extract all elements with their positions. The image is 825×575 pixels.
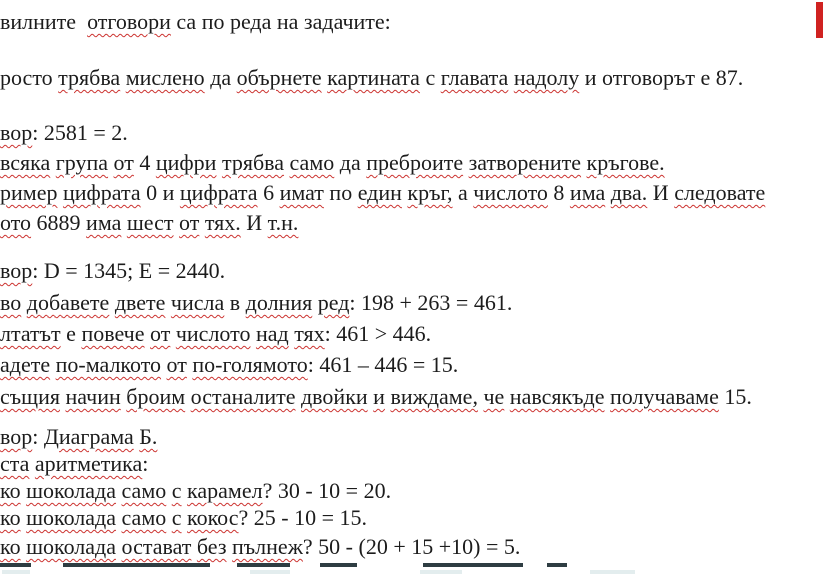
clipped-glyph-top xyxy=(0,563,31,567)
clipped-glyph-shadow xyxy=(2,570,30,574)
text-segment: да xyxy=(334,150,367,175)
spellcheck-flagged-word: шоколада xyxy=(26,505,117,530)
clipped-glyph-top xyxy=(237,563,290,567)
spellcheck-flagged-word: пълнеж xyxy=(232,534,303,559)
text-segment: ? 30 - 10 = 20. xyxy=(262,478,392,503)
spellcheck-flagged-word: главата xyxy=(440,65,509,90)
spellcheck-flagged-word: имат xyxy=(279,180,324,205)
text-line xyxy=(0,209,825,237)
spellcheck-flagged-word: обърнете xyxy=(236,65,322,90)
red-annotation-mark xyxy=(816,2,823,38)
spellcheck-flagged-word: добавете xyxy=(26,290,110,315)
spellcheck-flagged-word: шоколада xyxy=(26,478,117,503)
spellcheck-flagged-word: вор xyxy=(0,424,33,449)
spellcheck-flagged-word: има xyxy=(569,180,606,205)
clipped-glyph-shadow xyxy=(250,570,290,574)
text-segment: : D = 1345; E = 2440. xyxy=(32,258,226,283)
text-segment: 8 xyxy=(547,180,570,205)
spellcheck-flagged-word: всяка xyxy=(0,150,51,175)
clipped-glyph-shadow xyxy=(590,570,635,574)
spellcheck-flagged-word: числото xyxy=(473,180,548,205)
spellcheck-flagged-word: без xyxy=(196,534,227,559)
spellcheck-flagged-word: надолу xyxy=(513,65,580,90)
text-segment: вилните xyxy=(0,9,88,34)
spellcheck-flagged-word: цифрата xyxy=(179,180,258,205)
text-line xyxy=(0,351,825,379)
text-segment: с xyxy=(419,65,441,90)
spellcheck-flagged-word: два. xyxy=(610,180,648,205)
spellcheck-flagged-word: вор xyxy=(0,258,33,283)
text-line xyxy=(0,8,825,36)
spellcheck-flagged-word: трябва xyxy=(221,150,285,175)
spellcheck-flagged-word: кокос xyxy=(187,505,239,530)
spellcheck-flagged-word: Б. xyxy=(139,424,158,449)
spellcheck-flagged-word: ко xyxy=(0,534,21,559)
spellcheck-flagged-word: че xyxy=(483,384,505,409)
spellcheck-flagged-word: от xyxy=(150,321,171,346)
text-segment: и отговорът е 87. xyxy=(579,65,744,90)
spellcheck-flagged-word: броим xyxy=(126,384,186,409)
spellcheck-flagged-word: числото xyxy=(175,321,251,346)
text-segment: 6889 xyxy=(31,210,87,235)
spellcheck-flagged-word: кръг, xyxy=(407,180,453,205)
text-line xyxy=(0,533,825,561)
spellcheck-flagged-word: Диаграма xyxy=(43,424,134,449)
spellcheck-flagged-word: има xyxy=(86,210,122,235)
spellcheck-flagged-word: числа xyxy=(170,290,225,315)
spellcheck-flagged-word: т.н. xyxy=(267,210,299,235)
text-segment: И xyxy=(240,210,268,235)
spellcheck-flagged-word: ко xyxy=(0,505,21,530)
text-segment: е xyxy=(60,321,82,346)
spellcheck-flagged-word: отговори xyxy=(87,9,171,34)
spellcheck-flagged-word: само xyxy=(121,478,167,503)
spellcheck-flagged-word: ста xyxy=(0,451,30,476)
spellcheck-flagged-word: ото xyxy=(0,210,32,235)
spellcheck-flagged-word: повече xyxy=(81,321,145,346)
spellcheck-flagged-word: с xyxy=(171,478,182,503)
clipped-glyph-top xyxy=(320,563,357,567)
spellcheck-flagged-word: виждаме, xyxy=(390,384,478,409)
spellcheck-flagged-word: тях xyxy=(294,321,325,346)
text-line xyxy=(0,477,825,505)
text-line xyxy=(0,289,825,317)
text-line xyxy=(0,383,825,411)
spellcheck-flagged-word: адете xyxy=(0,352,51,377)
spellcheck-flagged-word: по-малкото xyxy=(55,352,162,377)
spellcheck-flagged-word: двете xyxy=(114,290,166,315)
spellcheck-flagged-word: от xyxy=(166,352,187,377)
spellcheck-flagged-word: само xyxy=(121,505,167,530)
spellcheck-flagged-word: вор xyxy=(0,120,33,145)
spellcheck-flagged-word: същия xyxy=(0,384,60,409)
spellcheck-flagged-word: и xyxy=(373,384,385,409)
text-segment: 6 xyxy=(257,180,280,205)
text-segment: ? 50 - (20 + 15 +10) = 5. xyxy=(302,534,521,559)
text-segment: росто xyxy=(0,65,59,90)
text-segment: : 198 + 263 = 461. xyxy=(349,290,513,315)
spellcheck-flagged-word: преброите xyxy=(366,150,464,175)
spellcheck-flagged-word: затворените xyxy=(468,150,582,175)
text-line xyxy=(0,119,825,147)
spellcheck-flagged-word: двойки xyxy=(300,384,368,409)
text-segment: : 461 > 446. xyxy=(324,321,432,346)
spellcheck-flagged-word: по-голямото xyxy=(192,352,308,377)
spellcheck-flagged-word: цифри xyxy=(155,150,217,175)
text-segment: 4 xyxy=(133,150,156,175)
spellcheck-flagged-word: група xyxy=(55,150,109,175)
text-segment: по xyxy=(323,180,358,205)
text-line xyxy=(0,257,825,285)
clipped-glyph-top xyxy=(547,563,567,567)
text-line xyxy=(0,320,825,348)
spellcheck-flagged-word: начин xyxy=(65,384,121,409)
spellcheck-flagged-word: картината xyxy=(327,65,420,90)
clipped-glyph-top xyxy=(63,563,210,567)
text-line xyxy=(0,64,825,92)
spellcheck-flagged-word: само xyxy=(289,150,335,175)
spellcheck-flagged-word: ред xyxy=(317,290,350,315)
spellcheck-flagged-word: получаваме xyxy=(610,384,719,409)
text-segment: И xyxy=(647,180,675,205)
clipped-glyph-shadow xyxy=(420,570,462,574)
spellcheck-flagged-word: шоколада xyxy=(26,534,117,559)
spellcheck-flagged-word: ример xyxy=(0,180,58,205)
spellcheck-flagged-word: с xyxy=(171,505,182,530)
spellcheck-flagged-word: лтатът xyxy=(0,321,61,346)
text-segment: 0 и xyxy=(140,180,180,205)
text-line xyxy=(0,450,825,478)
text-line xyxy=(0,179,825,207)
text-segment: в xyxy=(224,290,246,315)
text-line xyxy=(0,504,825,532)
text-segment: 15. xyxy=(718,384,752,409)
spellcheck-flagged-word: цифрата xyxy=(62,180,141,205)
spellcheck-flagged-word: во xyxy=(0,290,22,315)
spellcheck-flagged-word: един xyxy=(357,180,402,205)
text-line xyxy=(0,149,825,177)
text-segment: : 2581 = 2. xyxy=(32,120,128,145)
spellcheck-flagged-word: кръгове. xyxy=(586,150,665,175)
clipped-glyph-top xyxy=(423,563,523,567)
text-segment: : 461 – 446 = 15. xyxy=(307,352,459,377)
text-segment: а xyxy=(452,180,474,205)
text-segment: : xyxy=(32,424,44,449)
text-segment: са по реда на задачите: xyxy=(170,9,391,34)
spellcheck-flagged-word: над xyxy=(255,321,289,346)
spellcheck-flagged-word: следовате xyxy=(674,180,766,205)
spellcheck-flagged-word: долния xyxy=(245,290,313,315)
spellcheck-flagged-word: трябва xyxy=(58,65,121,90)
spellcheck-flagged-word: ко xyxy=(0,478,21,503)
spellcheck-flagged-word: от xyxy=(113,150,134,175)
spellcheck-flagged-word: карамел xyxy=(187,478,263,503)
text-segment: да xyxy=(204,65,237,90)
spellcheck-flagged-word: шест xyxy=(126,210,174,235)
spellcheck-flagged-word: навсякъде xyxy=(509,384,605,409)
text-segment: : xyxy=(142,451,149,476)
text-line xyxy=(0,423,825,451)
spellcheck-flagged-word: аритметика xyxy=(34,451,143,476)
spellcheck-flagged-word: остават xyxy=(121,534,192,559)
spellcheck-flagged-word: тях. xyxy=(204,210,241,235)
text-segment: ? 25 - 10 = 15. xyxy=(238,505,367,530)
spellcheck-flagged-word: от xyxy=(179,210,200,235)
spellcheck-flagged-word: останалите xyxy=(190,384,296,409)
spellcheck-flagged-word: мислено xyxy=(125,65,205,90)
